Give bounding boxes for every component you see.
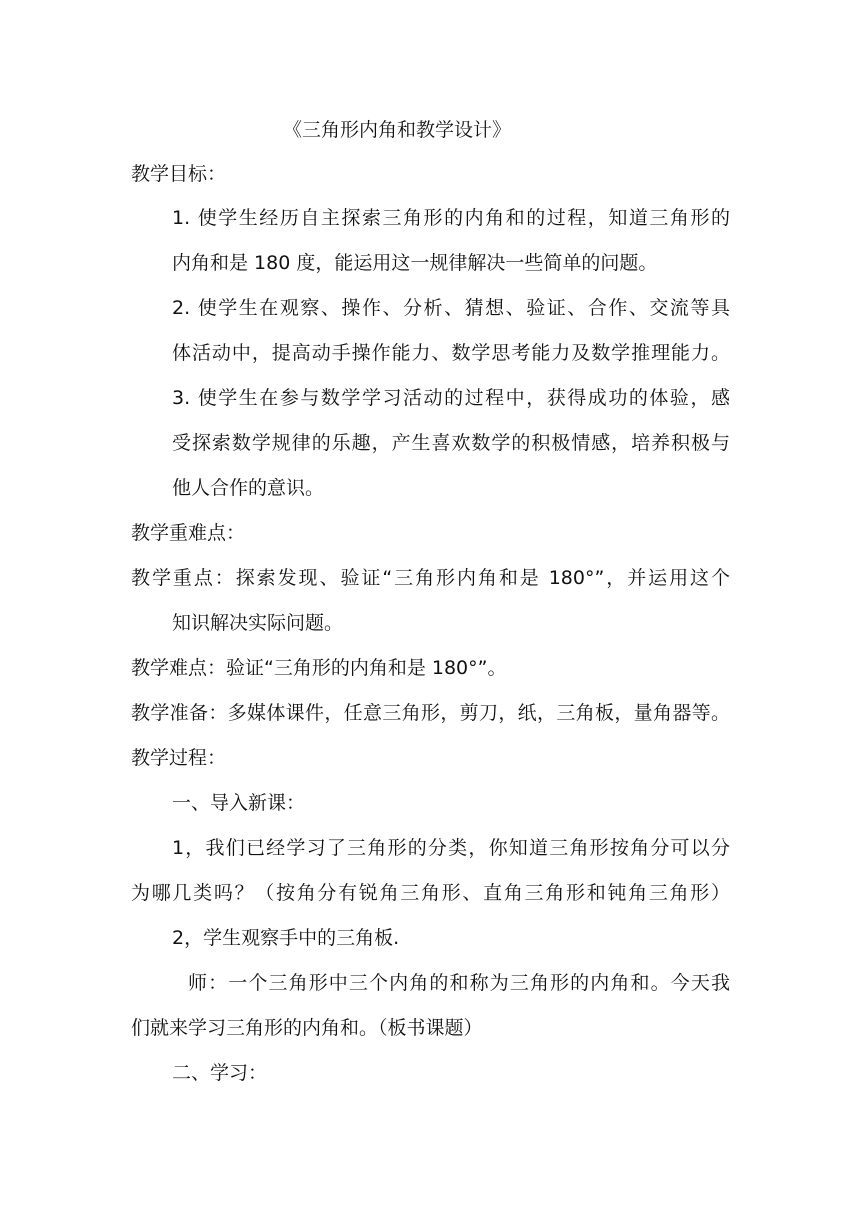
- objective-1-line-2: 内角和是 180 度，能运用这一规律解决一些简单的问题。: [172, 252, 658, 274]
- difficulty-line: 教学难点：验证“三角形的内角和是 180°”。: [131, 657, 507, 679]
- document-title: 《三角形内角和教学设计》: [283, 119, 512, 141]
- process-heading: 教学过程：: [131, 747, 227, 769]
- objective-3-line-2: 受探索数学规律的乐趣，产生喜欢数学的积极情感，培养积极与: [172, 432, 730, 454]
- focus-line-1: 教学重点：探索发现、验证“三角形内角和是 180°”，并运用这个: [131, 567, 730, 589]
- key-points-heading: 教学重难点：: [131, 522, 246, 544]
- step-1-line-2: 为哪几类吗？（按角分有锐角三角形、直角三角形和钝角三角形）: [131, 882, 730, 904]
- objective-1-line-1: 1. 使学生经历自主探索三角形的内角和的过程，知道三角形的: [172, 207, 730, 229]
- objective-2-line-2: 体活动中，提高动手操作能力、数学思考能力及数学推理能力。: [172, 342, 730, 364]
- objective-3-line-1: 3. 使学生在参与数学学习活动的过程中，获得成功的体验，感: [172, 387, 730, 409]
- focus-line-2: 知识解决实际问题。: [172, 612, 344, 634]
- objective-2-line-1: 2. 使学生在观察、操作、分析、猜想、验证、合作、交流等具: [172, 297, 730, 319]
- objective-3-line-3: 他人合作的意识。: [172, 477, 325, 499]
- preparation-line: 教学准备：多媒体课件，任意三角形，剪刀，纸，三角板，量角器等。: [131, 702, 730, 724]
- section-1-heading: 一、导入新课：: [172, 792, 306, 814]
- step-2-line: 2，学生观察手中的三角板.: [172, 927, 400, 949]
- teacher-line-2: 们就来学习三角形的内角和。（板书课题）: [131, 1017, 483, 1039]
- teacher-line-1: 师：一个三角形中三个内角的和称为三角形的内角和。今天我: [188, 972, 730, 994]
- step-1-line-1: 1，我们已经学习了三角形的分类，你知道三角形按角分可以分: [172, 837, 730, 859]
- section-2-heading: 二、学习：: [172, 1062, 268, 1084]
- objectives-heading: 教学目标：: [131, 163, 227, 185]
